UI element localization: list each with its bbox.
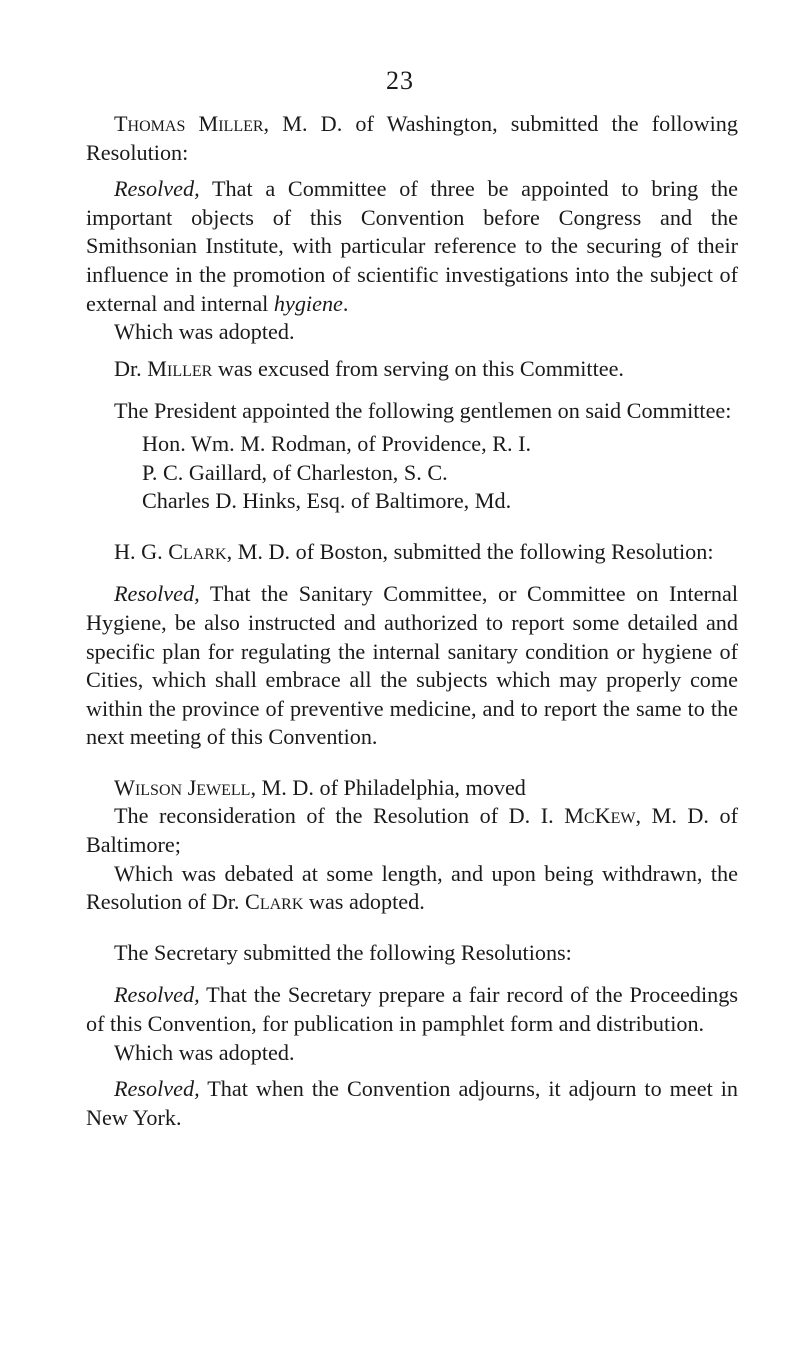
speaker-name: Thomas Miller xyxy=(114,111,264,136)
paragraph-adopted-1: Which was adopted. xyxy=(114,319,295,345)
speaker-name: Miller xyxy=(147,355,213,381)
paragraph-resolution-adjourn xyxy=(86,1075,738,1132)
resolved-label: Resolved, xyxy=(114,581,200,607)
speaker-name: Clark xyxy=(245,889,304,915)
speaker-name: Wilson Jewell xyxy=(114,774,251,800)
paragraph-text: That the Secretary prepare a fair record of the Proceedings of this Convention, for publication in pamphlet form and distribution. xyxy=(86,982,738,1037)
paragraph-adopted-2: Which was adopted. xyxy=(114,1039,295,1065)
paragraph-resolution-record xyxy=(86,981,738,1038)
paragraph-clark-resolution-intro xyxy=(86,538,738,567)
speaker-name: H. G. Clark xyxy=(114,538,227,564)
paragraph-resolution-sanitary-committee xyxy=(86,580,738,752)
paragraph-miller-excused xyxy=(86,355,738,384)
paragraph-text: , M. D. of Philadelphia, moved xyxy=(250,774,526,800)
committee-member: Charles D. Hinks, Esq. of Baltimore, Md. xyxy=(142,488,512,514)
paragraph-resolution-committee-of-three xyxy=(86,175,738,318)
paragraph-reconsideration xyxy=(86,802,738,859)
resolved-label: Resolved, xyxy=(114,1076,200,1102)
emphasis-hygiene: hygiene xyxy=(273,290,343,316)
committee-member: P. C. Gaillard, of Charleston, S. C. xyxy=(142,459,448,485)
paragraph-debated xyxy=(86,860,738,917)
paragraph-text: That a Committee of three be appointed to bring the important objects of this Convention before Congress and the Smithsonian Institute, with particular reference to the securing of their influence in the promotion of scientific investigations into the subject of external and internal xyxy=(86,176,738,316)
paragraph-text: Which was debated at some length, and upon being withdrawn, the Resolution of Dr. xyxy=(86,860,738,915)
paragraph-text: That when the Convention adjourns, it adjourn to meet in New York. xyxy=(86,1076,738,1130)
paragraph-text-end: . xyxy=(342,290,349,316)
page-body xyxy=(86,110,738,1132)
paragraph-text: was adopted. xyxy=(303,889,425,915)
paragraph-text: The reconsideration of the Resolution of D. I. xyxy=(114,803,565,829)
resolved-label: Resolved, xyxy=(114,982,200,1008)
paragraph-secretary-submitted: The Secretary submitted the following Resolutions: xyxy=(114,939,572,965)
page-number: 23 xyxy=(386,66,414,95)
speaker-name: McKew xyxy=(564,803,636,829)
committee-member-list xyxy=(86,430,738,516)
paragraph-jewell-moved xyxy=(86,774,738,803)
paragraph-text: Dr. xyxy=(114,355,148,381)
committee-member: Hon. Wm. M. Rodman, of Providence, R. I. xyxy=(142,430,532,456)
paragraph-text: , M. D. of Baltimore; xyxy=(86,803,738,858)
paragraph-text: That the Sanitary Committee, or Committee on Internal Hygiene, be also instructed and authorized to report some detailed and specific plan for regulating the internal sanitary condition or hygiene of Cities, which shall embrace all the subjects which may properly come within the province of preventive medicine, and to report the same to the next meeting of this Convention. xyxy=(86,581,738,750)
paragraph-text: , M. D. of Boston, submitted the following Resolution: xyxy=(226,538,714,564)
paragraph-text: was excused from serving on this Committee. xyxy=(212,355,624,381)
paragraph-miller-resolution-intro xyxy=(86,110,738,167)
paragraph-president-appointed: The President appointed the following gentlemen on said Committee: xyxy=(114,398,732,424)
resolved-label: Resolved, xyxy=(114,176,200,202)
paragraph-text: , M. D. of Washington, submitted the following Resolution: xyxy=(86,111,738,165)
